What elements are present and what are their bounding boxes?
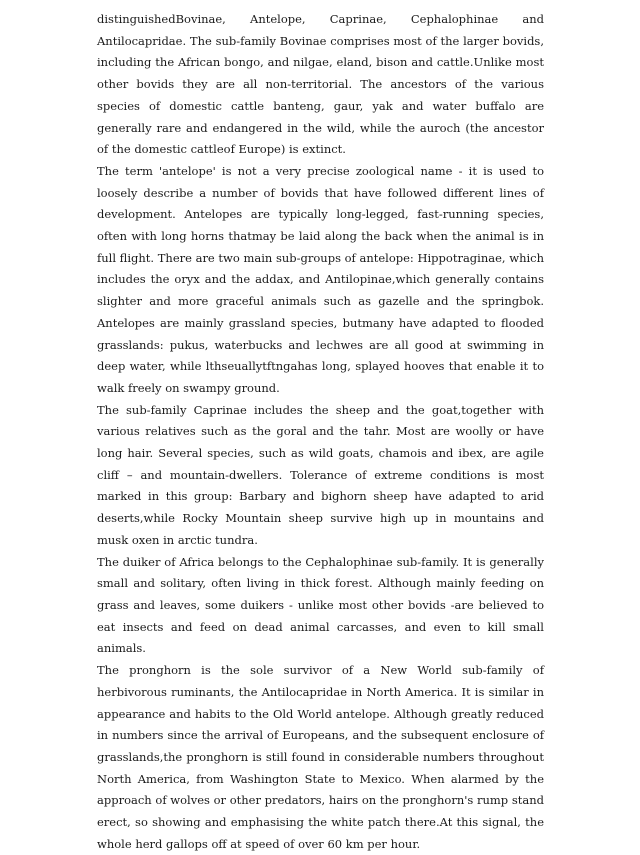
paragraph-antelope: The term 'antelope' is not a very precise zoological name - it is used to loosely describe a number of bovids that have followed different lines of development. Antelopes are typically long-legged, fast-running species, often with long horns thatmay be laid along the back when the animal is in full flight. There are two main sub-groups of antelope: Hippotraginae, which includes the oryx and the addax, and Antilopinae,which generally contains slighter and more graceful animals such as gazelle and the springbok. Antelopes are mainly grassland species, butmany have adapted to flooded grasslands: pukus, waterbucks and lechwes are all good at swimming in deep water, while lthseuallytftngahas long, splayed hooves that enable it to walk freely on swampy ground.	[97, 163, 544, 395]
paragraph-pronghorn: The pronghorn is the sole survivor of a New World sub-family of herbivorous ruminants, the Antilocapridae in North America. It is similar in appearance and habits to the Old World antelope. Although greatly reduced in numbers since the arrival of Europeans, and the subsequent enclosure of grasslands,the pronghorn is still found in considerable numbers throughout North America, from Washington State to Mexico. When alarmed by the approach of wolves or other predators, hairs on the pronghorn's rump stand erect, so showing and emphasising the white patch there.At this signal, the whole herd gallops off at speed of over 60 km per hour.	[97, 663, 544, 851]
body-text	[97, 9, 544, 855]
paragraph-caprinae: The sub-family Caprinae includes the sheep and the goat,together with various relatives such as the goral and the tahr. Most are woolly or have long hair. Several species, such as wild goats, chamois and ibex, are agile cliff – and mountain-dwellers. Tolerance of extreme conditions is most marked in this group: Barbary and bighorn sheep have adapted to arid deserts,while Rocky Mountain sheep survive high up in mountains and musk oxen in arctic tundra.	[97, 402, 544, 547]
paragraph-bovinae: distinguishedBovinae, Antelope, Caprinae, Cephalophinae and Antilocapridae. The sub-family Bovinae comprises most of the larger bovids, including the African bongo, and nilgae, eland, bison and cattle.Unlike most other bovids they are all non-territorial. The ancestors of the various species of domestic cattle banteng, gaur, yak and water buffalo are generally rare and endangered in the wild, while the auroch (the ancestor of the domestic cattleof Europe) is extinct.	[97, 12, 544, 157]
paragraph-duiker: The duiker of Africa belongs to the Cephalophinae sub-family. It is generally small and solitary, often living in thick forest. Although mainly feeding on grass and leaves, some duikers - unlike most other bovids -are believed to eat insects and feed on dead animal carcasses, and even to kill small animals.	[97, 554, 544, 656]
